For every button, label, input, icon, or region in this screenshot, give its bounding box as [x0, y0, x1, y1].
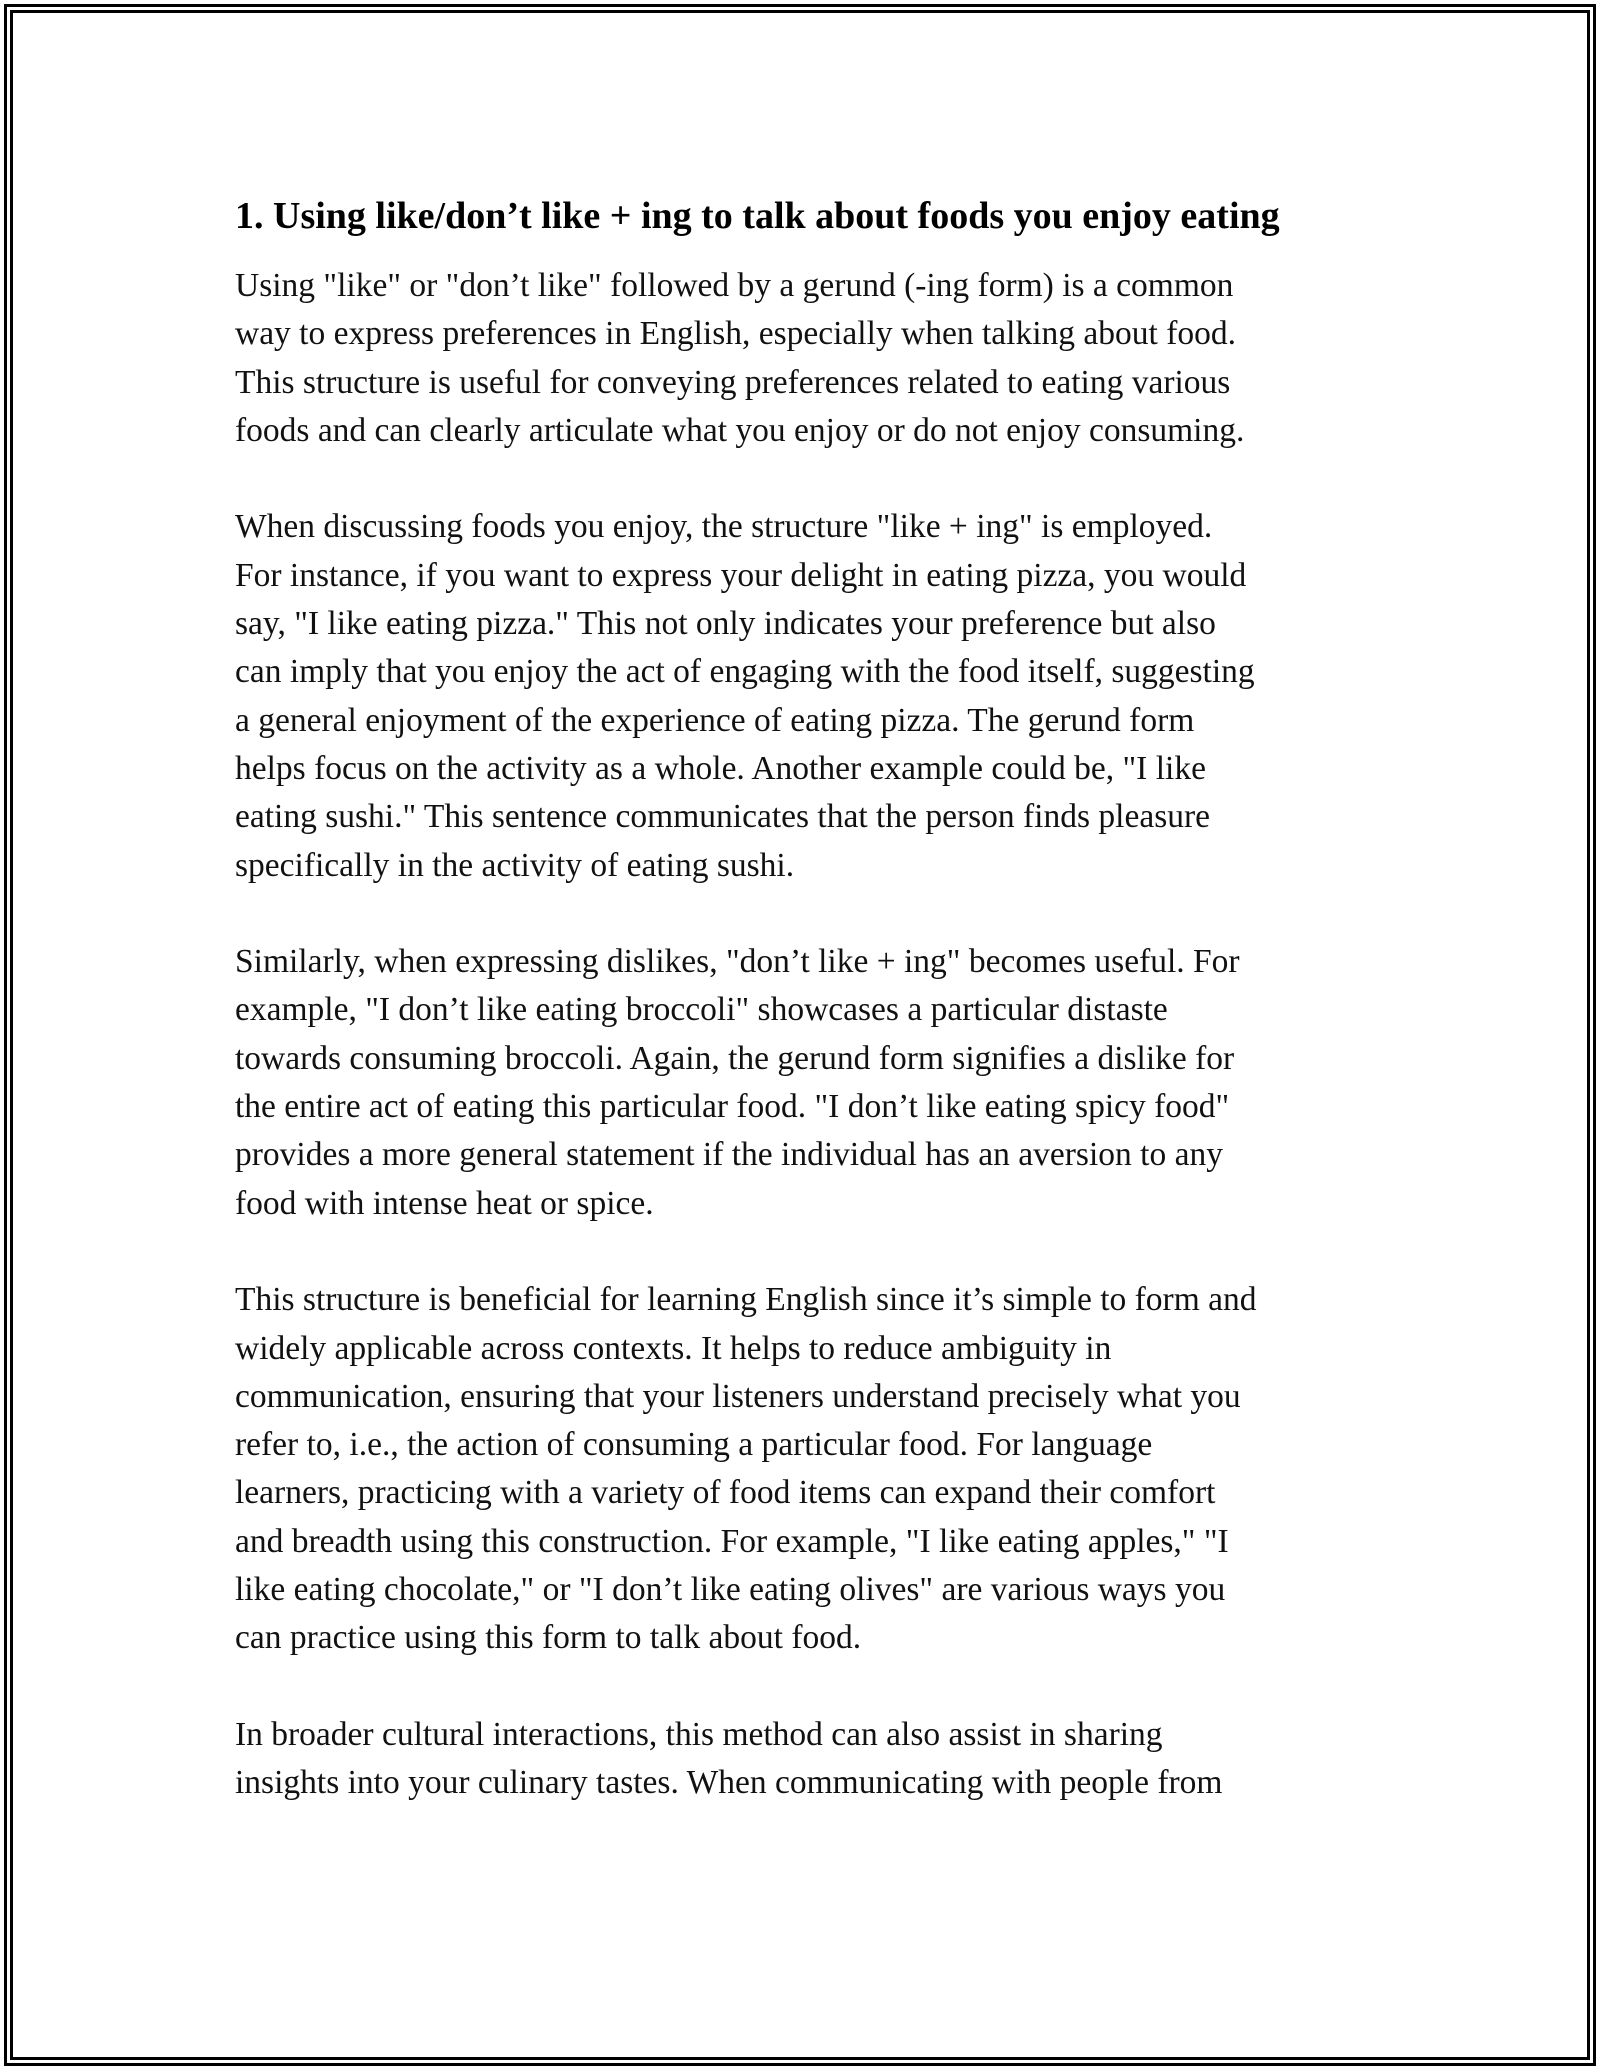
text-line: can imply that you enjoy the act of engaging with the food itself, suggesting: [235, 653, 1255, 691]
text-line: towards consuming broccoli. Again, the gerund form signifies a dislike for: [235, 1039, 1235, 1077]
text-line: way to express preferences in English, especially when talking about food.: [235, 315, 1236, 353]
text-line: example, "I don’t like eating broccoli" showcases a particular distaste: [235, 991, 1168, 1029]
paragraph-dislikes: [235, 938, 1365, 1228]
text-line: learners, practicing with a variety of food items can expand their comfort: [235, 1474, 1216, 1512]
text-line: When discussing foods you enjoy, the structure "like + ing" is employed.: [235, 508, 1213, 546]
text-line: Using "like" or "don’t like" followed by a gerund (-ing form) is a common: [235, 267, 1234, 304]
text-line: helps focus on the activity as a whole. Another example could be, "I like: [235, 749, 1206, 787]
text-line: In broader cultural interactions, this method can also assist in sharing: [235, 1715, 1163, 1753]
text-line: a general enjoyment of the experience of eating pizza. The gerund form: [235, 701, 1195, 739]
text-line: foods and can clearly articulate what you enjoy or do not enjoy consuming.: [235, 411, 1245, 449]
section-heading: 1. Using like/don’t like + ing to talk about foods you enjoy eating: [235, 195, 1280, 237]
text-line: This structure is useful for conveying preferences related to eating various: [235, 363, 1231, 401]
paragraph-intro: [235, 262, 1365, 455]
document-body: [235, 188, 1365, 1856]
text-line: say, "I like eating pizza." This not only indicates your preference but also: [235, 605, 1216, 643]
text-line: and breadth using this construction. For example, "I like eating apples," "I: [235, 1522, 1229, 1560]
text-line: refer to, i.e., the action of consuming a particular food. For language: [235, 1426, 1153, 1464]
text-line: Similarly, when expressing dislikes, "don’t like + ing" becomes useful. For: [235, 943, 1240, 981]
paragraph-cultural: [235, 1711, 1365, 1808]
text-line: This structure is beneficial for learning English since it’s simple to form and: [235, 1281, 1257, 1319]
text-line: provides a more general statement if the individual has an aversion to any: [235, 1136, 1223, 1174]
text-line: the entire act of eating this particular food. "I don’t like eating spicy food": [235, 1088, 1230, 1126]
text-line: like eating chocolate," or "I don’t like eating olives" are various ways you: [235, 1571, 1226, 1609]
text-line: For instance, if you want to express your delight in eating pizza, you would: [235, 556, 1247, 594]
paragraph-likes: [235, 503, 1365, 889]
text-line: eating sushi." This sentence communicates that the person finds pleasure: [235, 798, 1211, 836]
paragraph-benefits: [235, 1276, 1365, 1662]
text-line: communication, ensuring that your listeners understand precisely what you: [235, 1377, 1241, 1415]
text-line: widely applicable across contexts. It helps to reduce ambiguity in: [235, 1329, 1112, 1367]
text-line: food with intense heat or spice.: [235, 1184, 654, 1222]
text-line: specifically in the activity of eating sushi.: [235, 846, 795, 884]
text-line: can practice using this form to talk about food.: [235, 1619, 862, 1657]
text-line: insights into your culinary tastes. When communicating with people from: [235, 1764, 1223, 1802]
